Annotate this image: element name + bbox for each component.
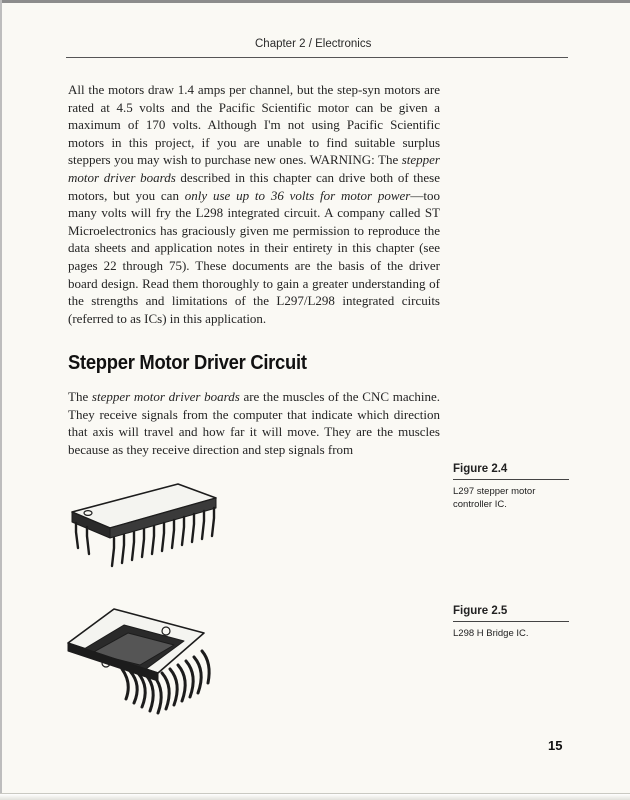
section-heading: Stepper Motor Driver Circuit <box>68 352 307 374</box>
scan-edge-bottom <box>0 793 630 800</box>
para1-text-3: —too many volts will fry the L298 integrated circuit. A company called ST Microelectronics has graciously given me permission to reproduce the data sheets and application notes in their entirety in this chapter (see pages 22 through 75). These documents are the basis of the driver board design. Read them thoroughly to gain a greater understanding of the strengths and limitations of the L297/L298 integrated circuits (referred to as ICs) in this application. <box>68 187 440 326</box>
l297-dip-ic-illustration <box>66 482 226 574</box>
scan-edge-left <box>0 0 2 800</box>
para1-text-2: described in this chapter can drive both of these motors, but you can <box>68 169 441 203</box>
body-paragraph-driver <box>68 388 440 458</box>
para2-text-1: The <box>68 389 92 404</box>
running-head-title: Chapter 2 / Electronics <box>255 38 372 50</box>
page-number: 15 <box>548 738 563 753</box>
header-rule <box>66 57 568 58</box>
figure-description: L298 H Bridge IC. <box>453 628 529 639</box>
para1-text-1: All the motors draw 1.4 amps per channel, but the step-syn motors are rated at 4.5 volts and the Pacific Scientific motor can be given a maximum of 170 volts. Although I'm not using Pacific Scientific motors in this project, if you are unable to find suitable surplus steppers you may wish to purchase new ones. WARNING: The <box>68 82 440 168</box>
figure-rule <box>453 621 569 622</box>
figure-caption-2-4 <box>453 463 569 511</box>
figure-label: Figure 2.4 <box>453 463 508 475</box>
para1-italic-1: stepper motor driver boards <box>68 152 440 185</box>
para1-italic-2: only use up to 36 volts for motor power <box>184 187 411 203</box>
figure-rule <box>453 479 569 480</box>
figure-label: Figure 2.5 <box>453 605 508 617</box>
para2-text-2: are the muscles of the CNC machine. They receive signals from the computer that indicate which direction that axis will travel and how far it will move. They are the muscles because as they receive direction and step signals from <box>68 389 440 457</box>
para2-italic-1: stepper motor driver boards <box>91 389 240 404</box>
l298-multiwatt-ic-illustration <box>62 603 230 721</box>
figure-caption-2-5 <box>453 605 569 640</box>
body-paragraph-warning <box>68 81 440 327</box>
scan-edge-top <box>0 0 630 3</box>
figure-description: L297 stepper motor controller IC. <box>453 486 536 510</box>
